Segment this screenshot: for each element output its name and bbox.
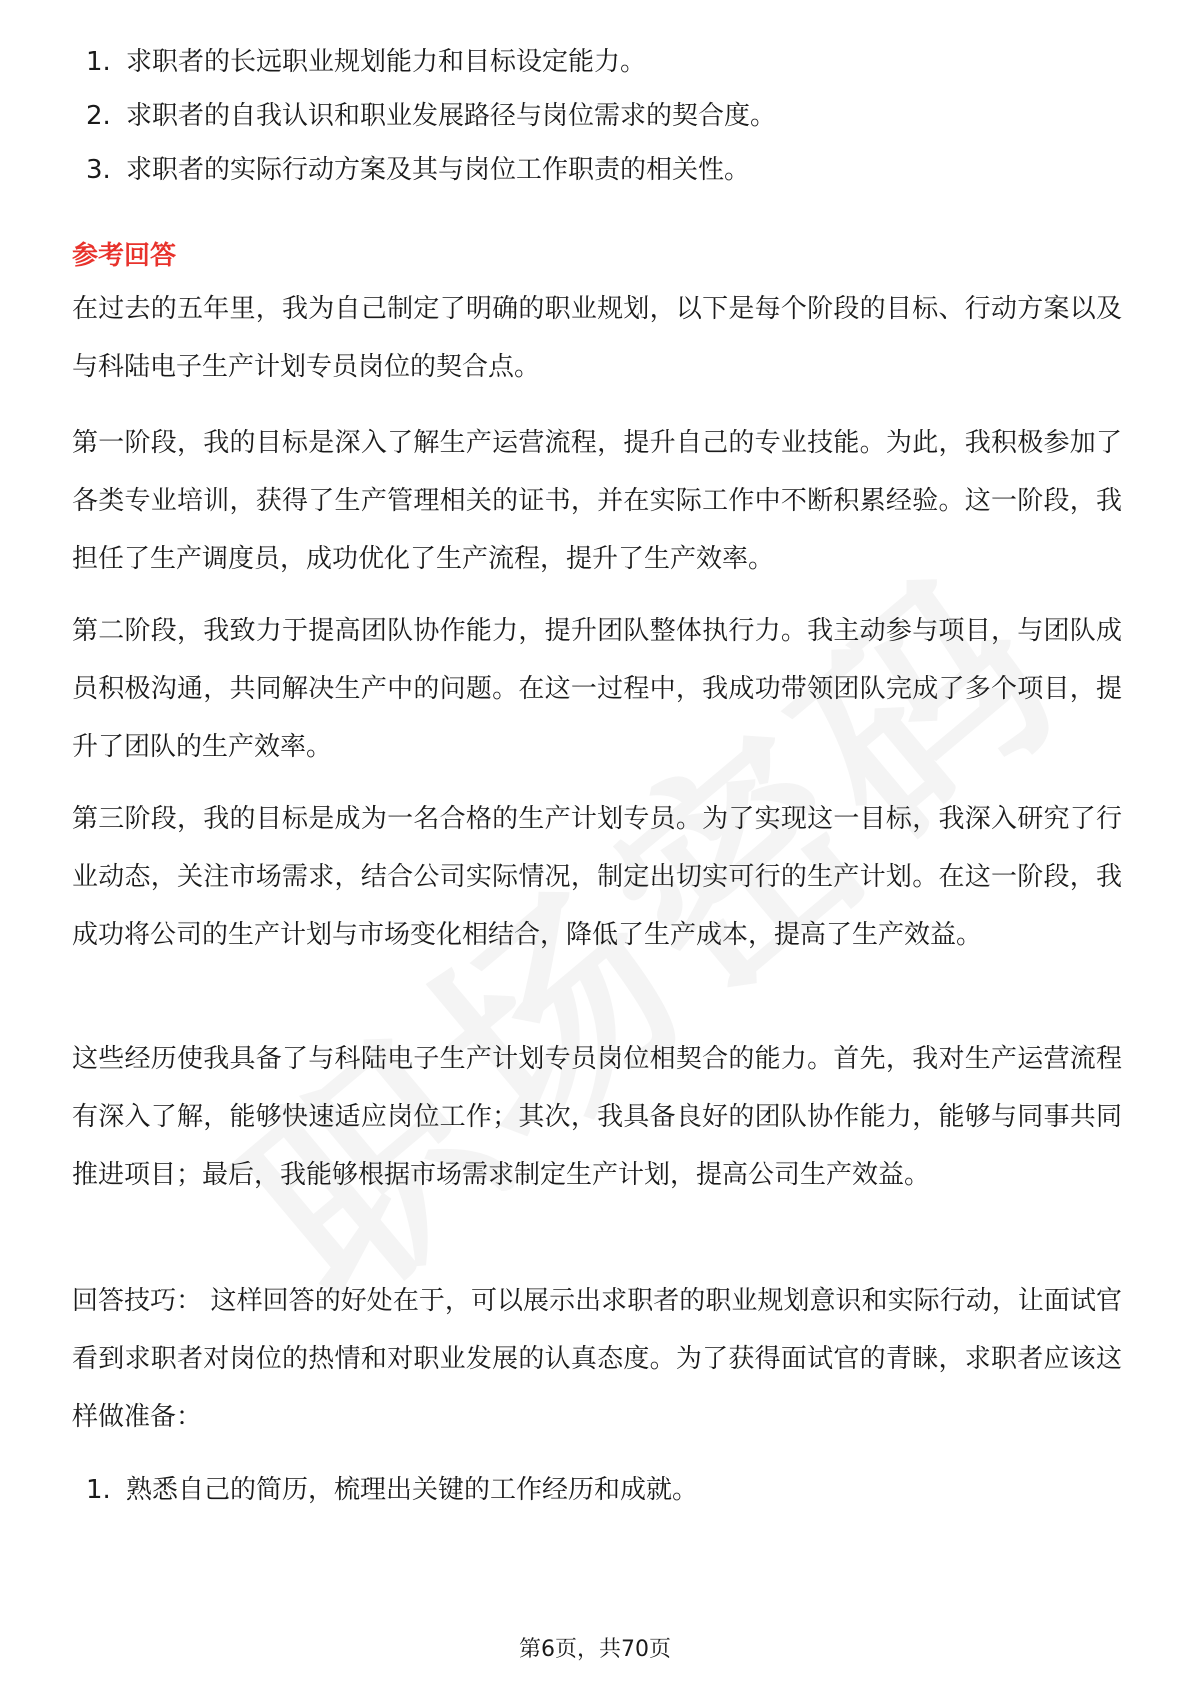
paragraph-answer-tips: 回答技巧： 这样回答的好处在于，可以展示出求职者的职业规划意识和实际行动，让面试官看到求职者对岗位的热情和对职业发展的认真态度。为了获得面试官的青睐，求职者应该这样做准备：	[72, 1286, 1122, 1432]
paragraph-intro: 在过去的五年里，我为自己制定了明确的职业规划，以下是每个阶段的目标、行动方案以及与科陆电子生产计划专员岗位的契合点。	[72, 294, 1122, 382]
list-item	[86, 46, 646, 78]
list-text: 熟悉自己的简历，梳理出关键的工作经历和成就。	[126, 1475, 699, 1505]
paragraph-summary: 这些经历使我具备了与科陆电子生产计划专员岗位相契合的能力。首先，我对生产运营流程有深入了解，能够快速适应岗位工作；其次，我具备良好的团队协作能力，能够与同事共同推进项目；最后，我能够根据市场需求制定生产计划，提高公司生产效益。	[72, 1044, 1122, 1190]
list-text: 求职者的长远职业规划能力和目标设定能力。	[126, 47, 647, 77]
list-number: 2.	[86, 101, 111, 131]
list-item	[86, 1474, 698, 1506]
paragraph-stage-two: 第二阶段，我致力于提高团队协作能力，提升团队整体执行力。我主动参与项目，与团队成员积极沟通，共同解决生产中的问题。在这一过程中，我成功带领团队完成了多个项目，提升了团队的生产效率。	[72, 616, 1122, 762]
list-item	[86, 100, 776, 132]
paragraph-stage-one: 第一阶段，我的目标是深入了解生产运营流程，提升自己的专业技能。为此，我积极参加了各类专业培训，获得了生产管理相关的证书，并在实际工作中不断积累经验。这一阶段，我担任了生产调度员，成功优化了生产流程，提升了生产效率。	[72, 428, 1122, 574]
list-text: 求职者的自我认识和职业发展路径与岗位需求的契合度。	[126, 101, 777, 131]
paragraph-stage-three: 第三阶段，我的目标是成为一名合格的生产计划专员。为了实现这一目标，我深入研究了行业动态，关注市场需求，结合公司实际情况，制定出切实可行的生产计划。在这一阶段，我成功将公司的生产计划与市场变化相结合，降低了生产成本，提高了生产效益。	[72, 804, 1122, 950]
list-item	[86, 154, 750, 186]
list-number: 1.	[86, 1475, 111, 1505]
page-number-footer: 第6页，共70页	[519, 1637, 671, 1662]
list-number: 3.	[86, 155, 111, 185]
list-text: 求职者的实际行动方案及其与岗位工作职责的相关性。	[126, 155, 751, 185]
list-number: 1.	[86, 47, 111, 77]
reference-answer-heading: 参考回答	[72, 241, 177, 271]
